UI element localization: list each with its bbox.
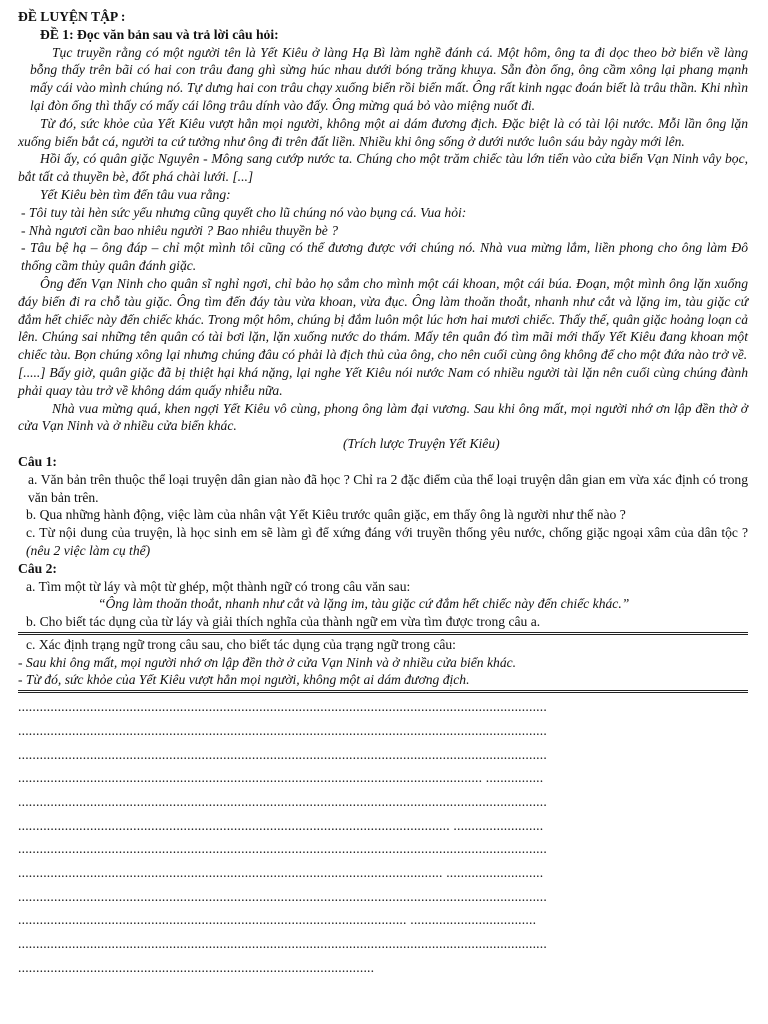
exercise-heading: ĐỀ 1: Đọc văn bản sau và trả lời câu hỏi:: [40, 26, 279, 42]
answer-line[interactable]: [18, 765, 748, 789]
dotted-line: ............................................................................................................ ...................................: [18, 912, 537, 928]
answer-line[interactable]: [18, 860, 748, 884]
passage-paragraph-1: Tục truyền rằng có một người tên là Yết Kiêu ở làng Hạ Bì làm nghề đánh cá. Một hôm, ông ta đi dọc theo bờ biển về làng bỗng thấy trên bãi có hai con trâu đang ghì sừng húc nhau dưới bóng trăng khuya. Sẵn đòn ống, ông cầm xông lại phang mạnh mấy cái vào mình chúng nó. Tự dưng hai con trâu chạy xuống biển rồi biến mất. Ông rất kinh ngạc đoán biết là trâu thần. Khi nhìn lại đòn ống thì thấy có mấy cái lông trâu dính vào đấy. Ông mừng quá bỏ vào miệng nuốt đi.: [30, 44, 748, 113]
dotted-line: ...................................................................................................................................................: [18, 936, 547, 952]
question-1a: a. Văn bản trên thuộc thể loại truyện dân gian nào đã học ? Chỉ ra 2 đặc điểm của thể loại truyện dân gian em vừa xác định có trong văn bản trên.: [28, 471, 748, 505]
question-1-title: Câu 1:: [18, 453, 57, 469]
answer-line[interactable]: [18, 884, 748, 908]
answer-line[interactable]: [18, 694, 748, 718]
answer-area[interactable]: [18, 694, 748, 978]
question-1c-note: (nêu 2 việc làm cụ thể): [26, 542, 151, 558]
dotted-line: ...................................................................................................................................................: [18, 793, 547, 809]
question-2c-sentence-1: - Sau khi ông mất, mọi người nhớ ơn lập đền thờ ở cửa Vạn Ninh và ở nhiều cửa biển khác.: [18, 654, 517, 670]
passage-paragraph-7: Nhà vua mừng quá, khen ngợi Yết Kiêu vô cùng, phong ông làm đại vương. Sau khi ông mất, mọi người nhớ ơn lập đền thờ ở cửa Vạn Ninh và ở nhiều cửa biển khác.: [18, 400, 748, 434]
question-2b: b. Cho biết tác dụng của từ láy và giải thích nghĩa của thành ngữ em vừa tìm được trong câu a.: [26, 614, 541, 630]
answer-line[interactable]: [18, 907, 748, 931]
question-2a: a. Tìm một từ láy và một từ ghép, một thành ngữ có trong câu văn sau:: [26, 578, 411, 594]
passage-paragraph-4: Yết Kiêu bèn tìm đến tâu vua rằng:: [40, 186, 231, 202]
dotted-line: ...................................................................................................................................................: [18, 841, 547, 857]
dotted-line: ...................................................................................................................................................: [18, 888, 547, 904]
question-2a-quote: “Ông làm thoăn thoắt, nhanh như cắt và lặng im, tàu giặc cứ đắm hết chiếc này đến chiếc khác.”: [98, 596, 630, 612]
answer-line[interactable]: [18, 931, 748, 955]
answer-line[interactable]: [18, 789, 748, 813]
passage-source: (Trích lược Truyện Yết Kiêu): [343, 436, 500, 452]
answer-line[interactable]: [18, 742, 748, 766]
answer-line[interactable]: [18, 955, 748, 979]
passage-dialogue-2: - Nhà ngươi cần bao nhiêu người ? Bao nhiêu thuyền bè ?: [21, 222, 339, 238]
answer-line[interactable]: [18, 813, 748, 837]
worksheet-page: [18, 8, 748, 979]
dotted-line: ................................................................................................................................. ................: [18, 770, 544, 786]
passage-paragraph-6: [.....] Bấy giờ, quân giặc đã bị thiệt hại khá nặng, lại nghe Yết Kiêu nói nước Nam có nhiều người tài lặn nên cuối cùng chúng đành phải quay tàu trở về không dám quấy nhiễu nữa.: [18, 364, 748, 398]
divider-line: [18, 690, 748, 693]
dotted-line: ...................................................................................................: [18, 959, 375, 975]
dotted-line: ........................................................................................................................ .........................: [18, 817, 544, 833]
question-2c-sentence-2: - Từ đó, sức khỏe của Yết Kiêu vượt hẳn mọi người, không một ai dám đương địch.: [18, 672, 470, 688]
question-2c: c. Xác định trạng ngữ trong câu sau, cho biết tác dụng của trạng ngữ trong câu:: [26, 636, 456, 652]
passage-paragraph-2: Từ đó, sức khỏe của Yết Kiêu vượt hẳn mọi người, không một ai dám đương địch. Đặc biệt là có tài lội nước. Mỗi lần ông lặn xuống biển bắt cá, người ta cứ tưởng như ông đi trên đất liền. Nhiều khi ông sống ở dưới nước luôn sáu bảy ngày mới lên.: [18, 115, 748, 149]
divider-line: [18, 632, 748, 635]
passage-dialogue-3: - Tâu bệ hạ – ông đáp – chỉ một mình tôi cũng có thể đương được với chúng nó. Nhà vua mừng lắm, liền phong cho ông làm Đô thống cầm thủy quân đánh giặc.: [21, 240, 748, 274]
passage-paragraph-5: Ông đến Vạn Ninh cho quân sĩ nghỉ ngơi, chỉ bảo họ sắm cho mình một cái khoan, một cái búa. Đoạn, một mình ông lặn xuống đáy biển đi ra chỗ tàu giặc. Ông tìm đến đáy tàu vừa khoan, vừa đục. Ông làm thoăn thoắt, nhanh như cắt và lặng im, tàu giặc cứ đắm hết chiếc này đến chiếc khác. Trong một hôm, chúng bị đắm luôn một lúc hơn hai mươi chiếc. Thấy thế, quân giặc hoảng loạn cả lên. Chúng sai những tên quân có tài bơi lặn, lặn xuống nước do thám. Mấy tên quân đó tìm mãi mới thấy Yết Kiêu đang khoan một chiếc tàu. Bọn chúng xông lại nhưng chúng đâu có phải là địch thủ của ông, cho nên cuối cùng ông không để cho một đứa nào trở về.: [18, 275, 748, 363]
dotted-line: ...................................................................................................................................................: [18, 722, 547, 738]
passage-paragraph-3: Hồi ấy, có quân giặc Nguyên - Mông sang cướp nước ta. Chúng cho một trăm chiếc tàu lớn tiến vào cửa biển Vạn Ninh vây bọc, bắt tất cả thuyền bè, đốt phá chài lưới. [...]: [18, 151, 748, 185]
dotted-line: ...................................................................................................................... ...........................: [18, 864, 544, 880]
question-1c: [18, 524, 748, 560]
answer-line[interactable]: [18, 836, 748, 860]
passage-dialogue-1: - Tôi tuy tài hèn sức yếu nhưng cũng quyết cho lũ chúng nó vào bụng cá. Vua hỏi:: [21, 204, 467, 220]
dotted-line: ...................................................................................................................................................: [18, 699, 547, 715]
worksheet-title: ĐỀ LUYỆN TẬP :: [18, 9, 126, 24]
question-2-title: Câu 2:: [18, 560, 57, 576]
dotted-line: ...................................................................................................................................................: [18, 746, 547, 762]
question-1b: b. Qua những hành động, việc làm của nhân vật Yết Kiêu trước quân giặc, em thấy ông là người như thế nào ?: [26, 507, 626, 523]
answer-line[interactable]: [18, 718, 748, 742]
question-1c-text: c. Từ nội dung của truyện, là học sinh em sẽ làm gì để xứng đáng với truyền thống yêu nước, chống giặc ngoại xâm của dân tộc ?: [26, 525, 748, 541]
